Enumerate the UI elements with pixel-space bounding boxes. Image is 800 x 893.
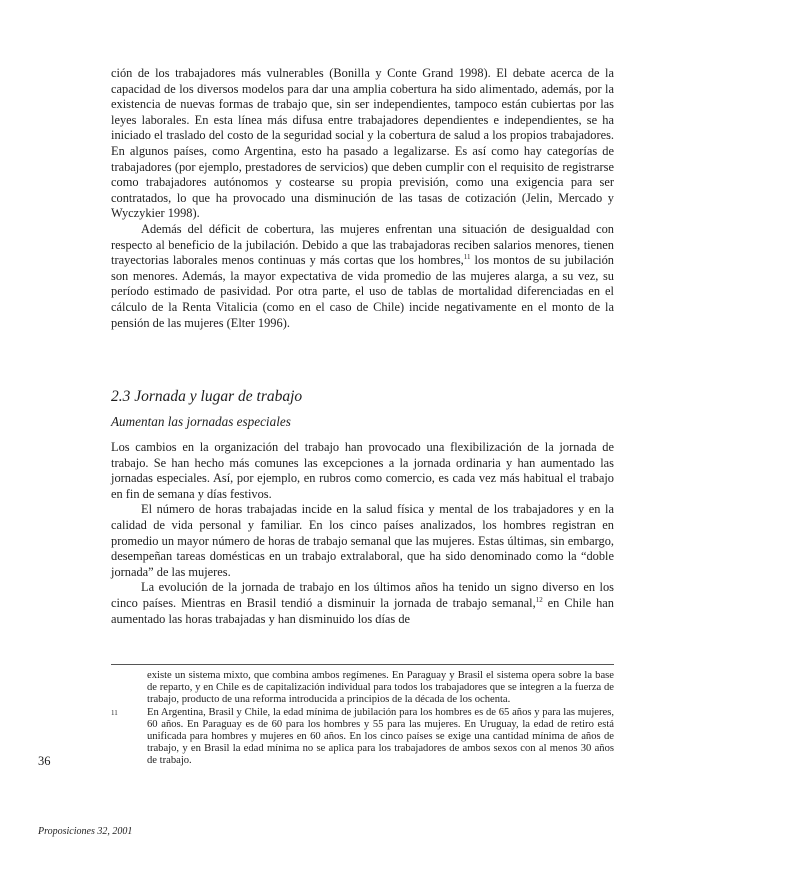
body-text-top bbox=[111, 66, 614, 331]
body-text-bottom bbox=[111, 440, 614, 627]
footnote-divider bbox=[111, 664, 614, 665]
subheading: Aumentan las jornadas especiales bbox=[111, 414, 291, 429]
footnote-continuation: existe un sistema mixto, que combina ambos regímenes. En Paraguay y Brasil el sistema opera sobre la base de reparto, y en Chile es de capitalización individual para todos los trabajadores que se integren a la fuerza de trabajo, producto de una reforma introducida a principios de la década de los ochenta. bbox=[147, 670, 614, 706]
page-number: 36 bbox=[38, 754, 51, 768]
paragraph-text: La evolución de la jornada de trabajo en los últimos años ha tenido un signo diverso en los cinco países. Mientras en Brasil tendió a disminuir la jornada de trabajo semanal, bbox=[111, 580, 614, 610]
footnote-11 bbox=[111, 707, 614, 768]
paragraph-women-pension bbox=[111, 222, 614, 331]
paragraph-flexibilization: Los cambios en la organización del trabajo han provocado una flexibilización de la jornada de trabajo. Se han hecho más comunes las excepciones a la jornada ordinaria y han aumentado las jornadas especiales. Así, por ejemplo, en rubros como comercio, es cada vez más habitual el trabajo en fin de semana y días festivos. bbox=[111, 440, 614, 501]
footnote-ref-12[interactable]: 12 bbox=[535, 595, 543, 604]
footnote-text: En Argentina, Brasil y Chile, la edad mínima de jubilación para los hombres es de 65 años y para las mujeres, 60 años. En Paraguay es de 60 para los hombres y 55 para las mujeres. En Uruguay, la edad de retiro está unificada para hombres y mujeres en 60 años. En los cinco países se exige una cantidad mínima de años de trabajo, y en Brasil la edad mínima no se aplica para los trabajadores de ambos sexos con al menos 30 años de trabajo. bbox=[147, 706, 614, 767]
section-heading: 2.3 Jornada y lugar de trabajo bbox=[111, 388, 303, 405]
footnotes bbox=[111, 670, 614, 768]
paragraph-text: en Chile han aumentado las horas trabajadas y han disminuido los días de bbox=[111, 595, 614, 626]
paragraph-evolution bbox=[111, 580, 614, 627]
paragraph-text: los montos de su jubilación son menores. Además, la mayor expectativa de vida promedio de las mujeres alarga, a su vez, su período estimado de pasividad. Por otra parte, el uso de tablas de mortalidad diferenciadas en el cálculo de la Renta Vitalicia (como en el caso de Chile) incide negativamente en el monto de la pensión de las mujeres (Elter 1996). bbox=[111, 253, 615, 330]
journal-citation: Proposiciones 32, 2001 bbox=[38, 826, 133, 837]
paragraph-coverage-debate: ción de los trabajadores más vulnerables (Bonilla y Conte Grand 1998). El debate acerca de la capacidad de los diversos modelos para dar una amplia cobertura ha sido alimentado, además, por la existencia de nuevas formas de trabajo que, sin ser independientes, tampoco están cubiertas por las leyes laborales. En esta línea más difusa entre trabajadores dependientes e independientes, se ha iniciado el traslado del costo de la seguridad social y la cobertura de salud a los propios trabajadores. En algunos países, como Argentina, esto ha pasado a legalizarse. Es así como hay categorías de trabajadores (por ejemplo, prestadores de servicios) que deben cumplir con el requisito de registrarse como trabajadores autónomos y costearse su propia previsión, como una exigencia para ser contratados, lo que ha provocado una disminución de las tasas de cotización (Jelin, Mercado y Wyczykier 1998). bbox=[111, 66, 614, 221]
footnote-ref-11[interactable]: 11 bbox=[463, 253, 471, 262]
paragraph-working-hours: El número de horas trabajadas incide en la salud física y mental de los trabajadores y en la calidad de vida personal y familiar. En los cinco países analizados, los hombres registran en promedio un mayor número de horas de trabajo semanal que las mujeres. Estas últimas, sin embargo, desempeñan tareas domésticas en un trabajo extralaboral, que ha sido denominado como la “doble jornada” de las mujeres. bbox=[111, 502, 614, 579]
footnote-number: 11 bbox=[111, 708, 118, 717]
paragraph-text: Además del déficit de cobertura, las mujeres enfrentan una situación de desigualdad con respecto al beneficio de la jubilación. Debido a que las trabajadoras reciben salarios menores, tienen trayectorias laborales menos continuas y más cortas que los hombres, bbox=[111, 221, 614, 268]
